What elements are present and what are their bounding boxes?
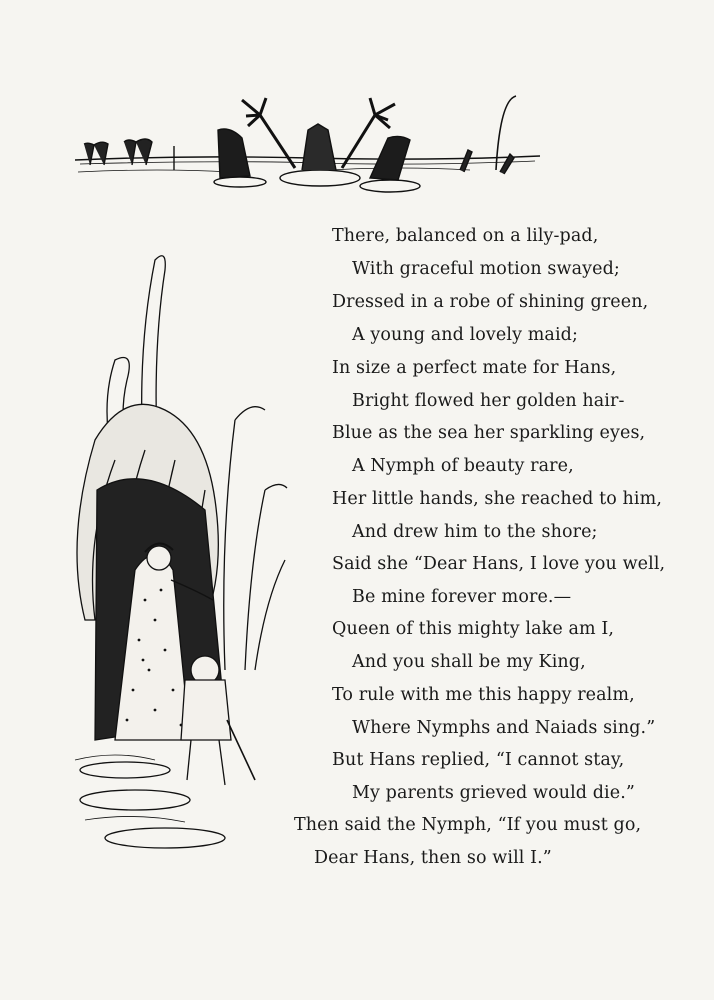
poem-line: A young and lovely maid; [352,325,578,345]
poem-line: Queen of this mighty lake am I, [332,619,615,639]
poem-line: Blue as the sea her sparkling eyes, [332,423,646,443]
poem-line: Where Nymphs and Naiads sing.” [352,718,656,738]
poem-line: And drew him to the shore; [352,522,598,542]
poem-line: With graceful motion swayed; [352,259,620,279]
poem-line: Said she “Dear Hans, I love you well, [332,554,666,574]
poem-line: Her little hands, she reached to him, [332,489,662,509]
poem-line: There, balanced on a lily-pad, [332,226,599,246]
poem-line: And you shall be my King, [352,652,586,672]
poem-line: To rule with me this happy realm, [332,685,635,705]
poem-line: Then said the Nymph, “If you must go, [294,815,642,835]
poem-line: Dressed in a robe of shining green, [332,292,649,312]
poem-line: But Hans replied, “I cannot stay, [332,750,625,770]
poem-line: My parents grieved would die.” [352,783,635,803]
poem-line: A Nymph of beauty rare, [352,456,574,476]
poem-line: In size a perfect mate for Hans, [332,358,617,378]
poem-line: Be mine forever more.— [352,587,572,607]
poem-line: Bright flowed her golden hair- [352,391,625,411]
poem-line: Dear Hans, then so will I.” [314,848,552,868]
